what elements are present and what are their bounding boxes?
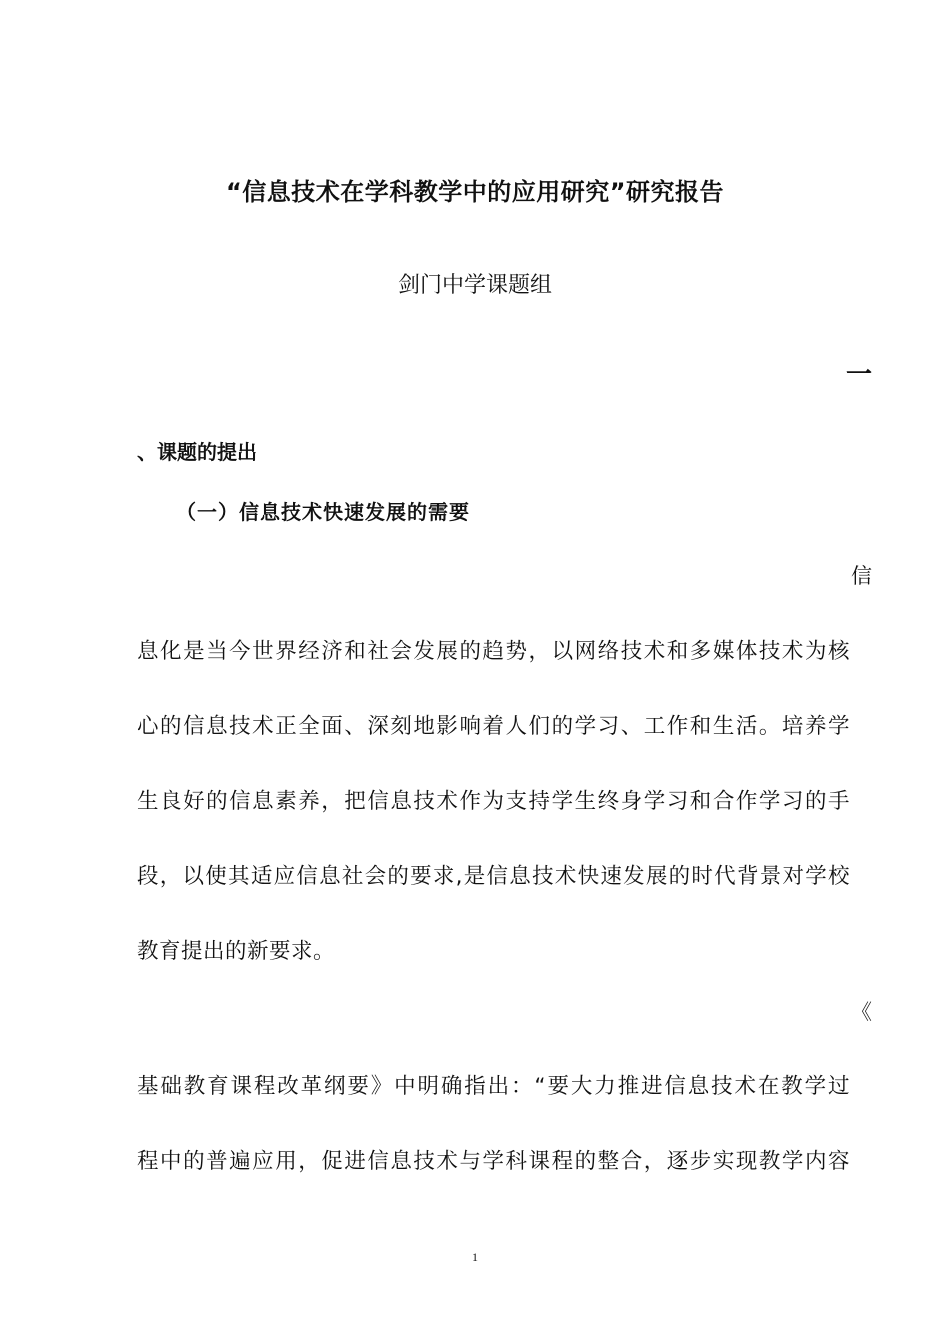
paragraph-2-first-char: 《 bbox=[851, 1000, 872, 1024]
sub-heading: （一）信息技术快速发展的需要 bbox=[176, 500, 470, 524]
page-number: 1 bbox=[472, 1250, 478, 1264]
paragraph-2-line: 基础教育课程改革纲要》中明确指出：“要大力推进信息技术在教学过 bbox=[137, 1074, 850, 1099]
paragraph-1-line: 息化是当今世界经济和社会发展的趋势，以网络技术和多媒体技术为核 bbox=[137, 639, 850, 664]
document-title: “信息技术在学科教学中的应用研究”研究报告 bbox=[225, 178, 725, 206]
paragraph-1-first-char: 信 bbox=[851, 564, 872, 588]
paragraph-1-line: 段，以使其适应信息社会的要求,是信息技术快速发展的时代背景对学校 bbox=[137, 864, 850, 889]
paragraph-1-line: 心的信息技术正全面、深刻地影响着人们的学习、工作和生活。培养学 bbox=[137, 714, 850, 739]
section-number: 一 bbox=[845, 360, 872, 390]
paragraph-1-line: 生良好的信息素养，把信息技术作为支持学生终身学习和合作学习的手 bbox=[137, 789, 850, 814]
section-heading: 、课题的提出 bbox=[137, 440, 257, 464]
paragraph-1-line: 教育提出的新要求。 bbox=[137, 939, 336, 964]
author-line: 剑门中学课题组 bbox=[397, 273, 552, 298]
paragraph-2-line: 程中的普遍应用，促进信息技术与学科课程的整合，逐步实现教学内容 bbox=[137, 1149, 850, 1174]
